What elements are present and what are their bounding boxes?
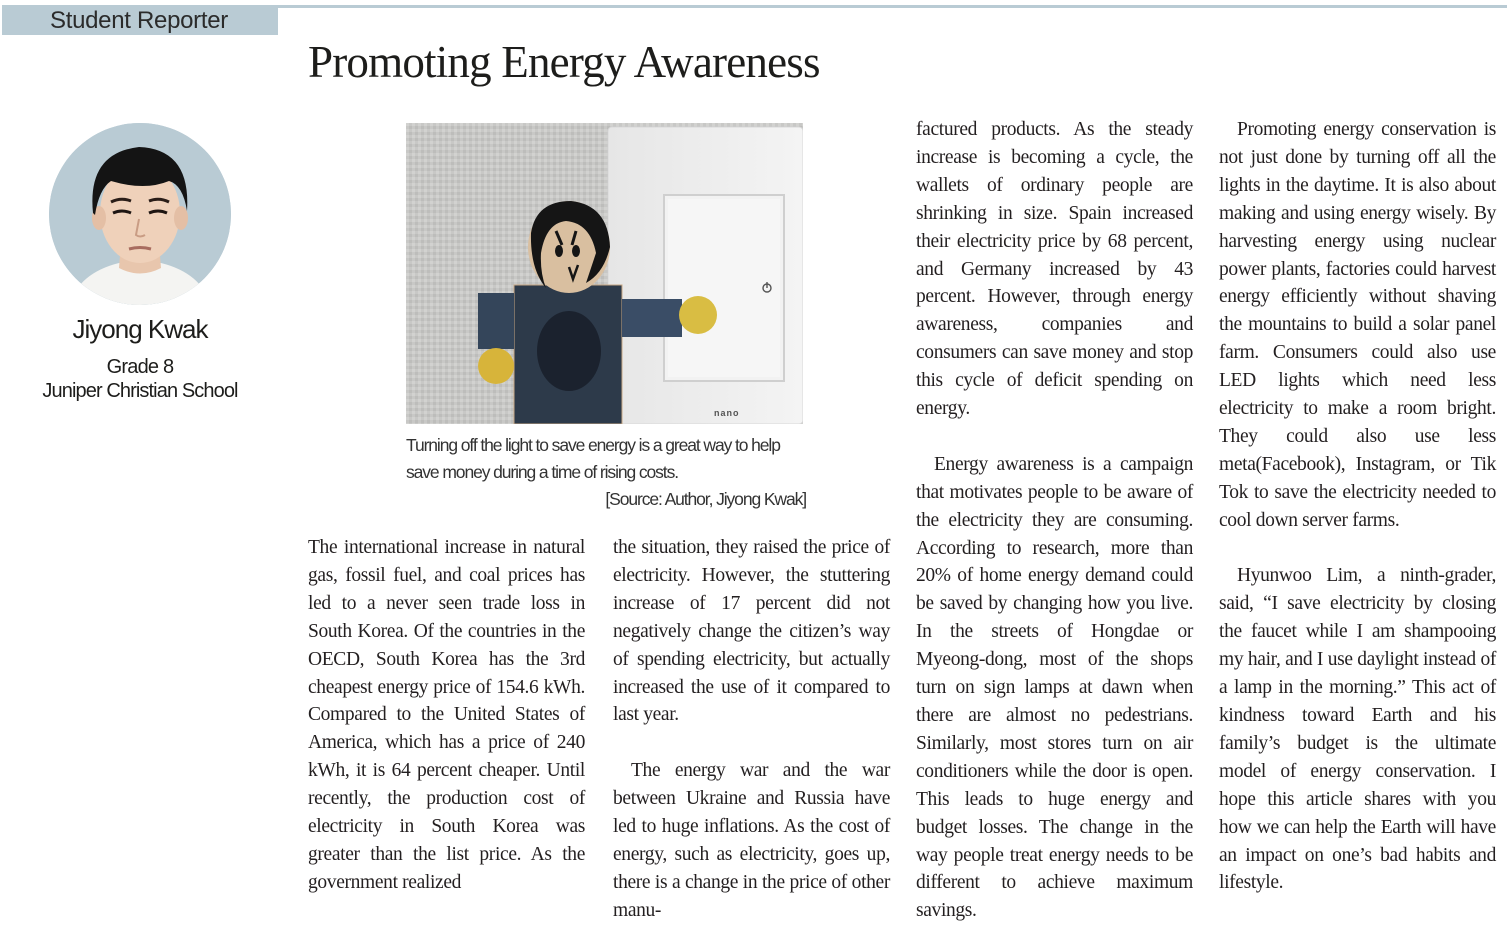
author-portrait-image <box>49 123 231 305</box>
author-grade: Grade 8 <box>106 356 174 378</box>
article-column-1 <box>308 534 585 897</box>
robot-light-switch-image <box>406 123 803 424</box>
section-label: Student Reporter <box>50 7 228 34</box>
photo-caption <box>406 432 806 513</box>
author-name: Jiyong Kwak <box>72 314 208 344</box>
photo-credit: [Source: Author, Jiyong Kwak] <box>605 489 806 509</box>
article-paragraph: Hyunwoo Lim, a ninth-grader, said, “I save electricity by closing the faucet while I am shampooing my hair, and I use daylight instead of a lamp in the morning.” This act of kindness toward Earth and his family’s budget is the ultimate model of energy conservation. I hope this article shares with you how we can help the Earth will have an impact on one’s bad habits and lifestyle. <box>1219 565 1496 894</box>
article-column-4 <box>1219 116 1496 897</box>
header-rule <box>278 5 1507 8</box>
article-photo <box>406 123 803 424</box>
article-paragraph: Promoting energy conservation is not just done by turning off all the lights in the daytime. It is also about making and using energy wisely. By harvesting energy using nuclear power plants, factories could harvest energy efficiently without shaving the mountains to build a solar panel farm. Consumers could also use LED lights which need less electricity to make a room bright. They could also use less meta(Facebook), Instagram, or Tik Tok to save the electricity needed to cool down server farms. <box>1219 119 1496 531</box>
article-paragraph: the situation, they raised the price of electricity. However, the stuttering increase of 17 percent did not negatively change the citizen’s way of spending electricity, but actually increased the use of it compared to last year. <box>613 537 890 726</box>
author-school: Juniper Christian School <box>42 380 238 402</box>
switch-brand: nano <box>714 408 740 418</box>
article-paragraph: factured products. As the steady increase is becoming a cycle, the wallets of ordinary people are shrinking in size. Spain increased their electricity price by 68 percent, and Germany increased by 43 percent. However, through energy awareness, companies and consumers can save money and stop this cycle of deficit spending on energy. <box>916 119 1193 420</box>
article-paragraph: The energy war and the war between Ukraine and Russia have led to huge inflations. As the cost of energy, such as electricity, goes up, there is a change in the price of other manu- <box>613 760 890 921</box>
caption-text: Turning off the light to save energy is a great way to help save money during a time of rising costs. <box>406 435 780 482</box>
article-column-3 <box>916 116 1193 925</box>
section-tab <box>2 5 278 35</box>
headline: Promoting Energy Awareness <box>308 37 820 87</box>
article-column-2 <box>613 534 890 925</box>
author-avatar <box>49 123 231 305</box>
article-paragraph: Energy awareness is a campaign that motivates people to be aware of the electricity they are consuming. According to research, more than 20% of home energy demand could be saved by changing how you live. In the streets of Hongdae or Myeong-dong, most of the shops turn on sign lamps at dawn when there are almost no pedestrians. Similarly, most stores turn on air conditioners while the door is open. This leads to huge energy and budget losses. The change in the way people treat energy needs to be different to achieve maximum savings. <box>916 453 1193 922</box>
article-paragraph: The international increase in natural gas, fossil fuel, and coal prices has led to a never seen trade loss in South Korea. Of the countries in the OECD, South Korea has the 3rd cheapest energy price of 154.6 kWh. Compared to the United States of America, which has a price of 240 kWh, it is 64 percent cheaper. Until recently, the production cost of electricity in South Korea was greater than the list price. As the government realized <box>308 537 585 893</box>
